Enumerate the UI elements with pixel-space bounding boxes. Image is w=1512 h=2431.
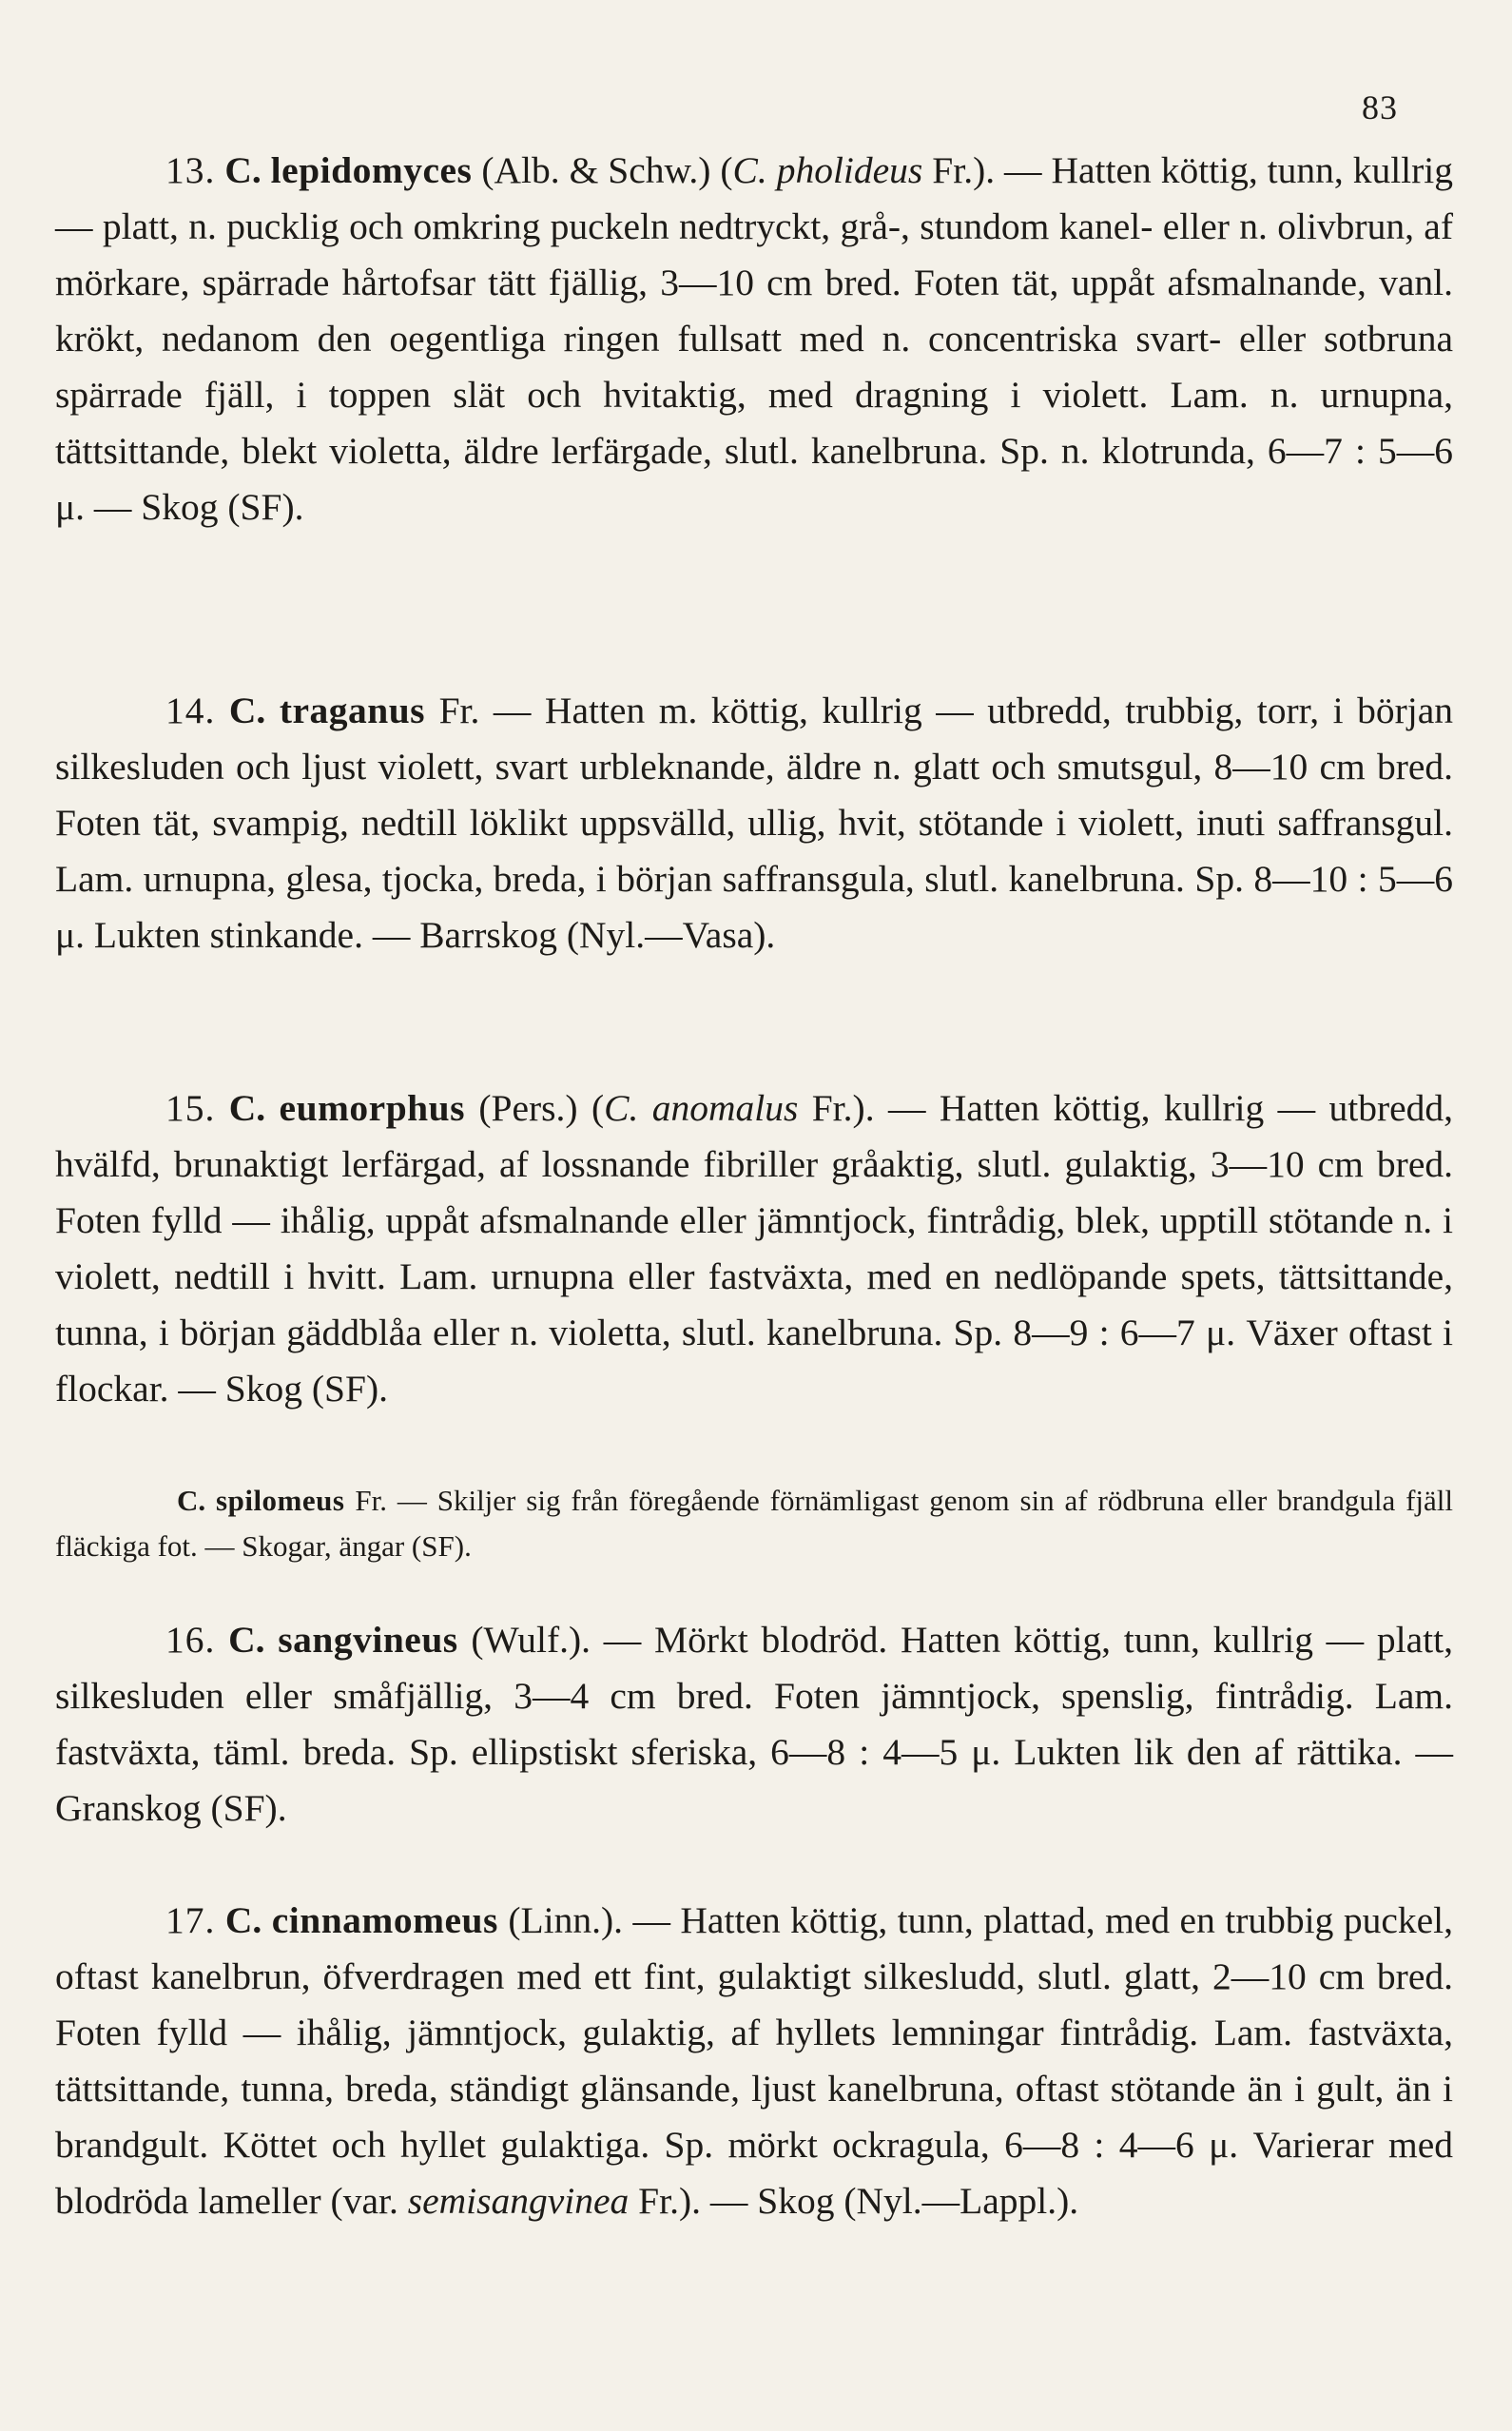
synonym-authority: Fr.). xyxy=(811,1087,875,1129)
species-entry-17 xyxy=(55,1893,1453,2229)
genus-abbrev: C. xyxy=(177,1484,206,1517)
species-entry-15 xyxy=(55,1080,1453,1417)
species-entry-16 xyxy=(55,1612,1453,1837)
page-number: 83 xyxy=(1362,88,1398,126)
species-name: cinnamomeus xyxy=(271,1899,498,1941)
species-name: eumorphus xyxy=(279,1087,465,1129)
authority: (Wulf.). xyxy=(471,1619,591,1661)
entry-number: 15. xyxy=(165,1087,216,1129)
genus-abbrev: C. xyxy=(228,690,266,731)
entry-description: — Hatten köttig, kullrig — utbredd, hvälfd, brunaktigt lerfärgad, af lossnande fibriller gråaktig, slutl. gulaktig, 3—10 cm bred. Foten fylld — ihålig, uppåt afsmalnande eller jämntjock, fintrådig, blek, upptill stötande n. i violett, nedtill i hvitt. Lam. urnupna eller fastväxta, med en nedlöpande spets, tättsittande, tunna, i början gäddblåa eller n. violetta, slutl. kanelbruna. Sp. 8—9 : 6—7 μ. Växer oftast i flockar. — Skog (SF). xyxy=(55,1087,1454,1410)
entry-number: 13. xyxy=(165,149,216,191)
genus-abbrev: C. xyxy=(224,149,262,191)
species-name: spilomeus xyxy=(216,1484,345,1517)
synonym-name: C. pholideus xyxy=(732,149,923,191)
genus-abbrev: C. xyxy=(228,1619,265,1661)
entry-number: 16. xyxy=(165,1619,216,1661)
genus-abbrev: C. xyxy=(224,1899,262,1941)
entry-description: — Hatten köttig, tunn, kullrig — platt, n. pucklig och omkring puckeln nedtryckt, grå-, stundom kanel- eller n. olivbrun, af mörkare, spärrade hårtofsar tätt fjällig, 3—10 cm bred. Foten tät, uppåt afsmalnande, vanl. krökt, nedanom den oegentliga ringen fullsatt med n. concentriska svart- eller sotbruna spärrade fjäll, i toppen slät och hvitaktig, med dragning i violett. Lam. n. urnupna, tättsittande, blekt violetta, äldre lerfärgade, slutl. kanelbruna. Sp. n. klotrunda, 6—7 : 5—6 μ. — Skog (SF). xyxy=(55,149,1454,528)
species-entry-note xyxy=(55,1478,1453,1569)
entry-description: — Mörkt blodröd. Hatten köttig, tunn, kullrig — platt, silkesluden eller småfjällig, 3—4 cm bred. Foten jämntjock, spenslig, fintrådig. Lam. fastväxta, täml. breda. Sp. ellipstiskt sferiska, 6—8 : 4—5 μ. Lukten lik den af rättika. — Granskog (SF). xyxy=(55,1619,1453,1829)
entry-description: — Hatten m. köttig, kullrig — utbredd, trubbig, torr, i början silkesluden och ljust violett, svart urbleknande, äldre n. glatt och smutsgul, 8—10 cm bred. Foten tät, svampig, nedtill löklikt uppsvälld, ullig, hvit, stötande i violett, inuti saffransgul. Lam. urnupna, glesa, tjocka, breda, i början saffransgula, slutl. kanelbruna. Sp. 8—10 : 5—6 μ. Lukten stinkande. — Barrskog (Nyl.—Vasa). xyxy=(55,690,1454,956)
variety-authority: Fr.). — Skog (Nyl.—Lappl.). xyxy=(629,2180,1079,2222)
authority: (Pers.) ( xyxy=(478,1087,605,1129)
authority: (Alb. & Schw.) ( xyxy=(481,149,733,191)
authority: Fr. xyxy=(355,1484,387,1517)
variety-name: semisangvinea xyxy=(407,2180,630,2222)
species-name: sangvineus xyxy=(278,1619,458,1661)
species-name: lepidomyces xyxy=(270,149,473,191)
species-name: traganus xyxy=(279,690,426,731)
species-entry-14 xyxy=(55,683,1453,963)
genus-abbrev: C. xyxy=(228,1087,266,1129)
species-entry-13 xyxy=(55,143,1453,535)
entry-number: 14. xyxy=(165,690,216,731)
entry-number: 17. xyxy=(165,1899,216,1941)
entry-description: — Skiljer sig från föregående förnämligast genom sin af rödbruna eller brandgula fjäll fläckiga fot. — Skogar, ängar (SF). xyxy=(55,1484,1454,1563)
synonym-authority: Fr.). xyxy=(932,149,996,191)
authority: (Linn.). xyxy=(508,1899,623,1941)
authority: Fr. xyxy=(438,690,480,731)
entry-description: — Hatten köttig, tunn, plattad, med en trubbig puckel, oftast kanelbrun, öfverdragen med ett fint, gulaktigt silkesludd, slutl. glatt, 2—10 cm bred. Foten fylld — ihålig, jämntjock, gulaktig, af hyllets lemningar fintrådig. Lam. fastväxta, tättsittande, tunna, breda, ständigt glänsande, ljust kanelbruna, oftast stötande än i gult, än i brandgult. Köttet och hyllet gulaktiga. Sp. mörkt ockragula, 6—8 : 4—6 μ. Varierar med blodröda lameller (var. xyxy=(55,1899,1454,2222)
synonym-name: C. anomalus xyxy=(604,1087,799,1129)
